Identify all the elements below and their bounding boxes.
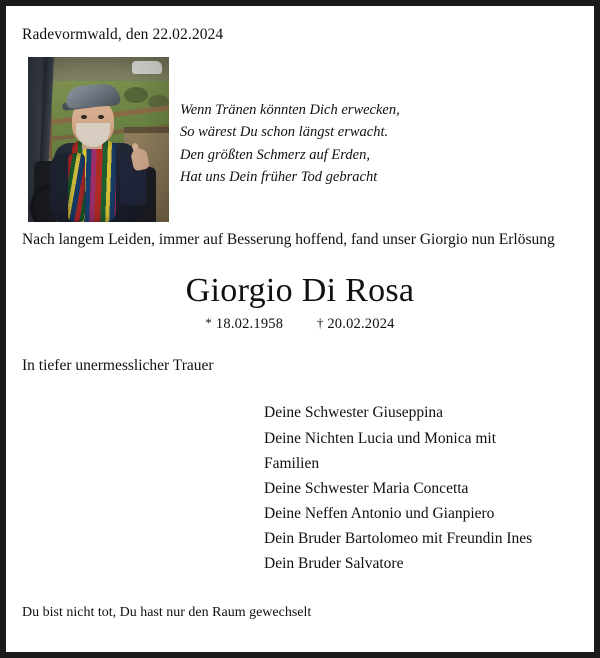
birth-star-icon: *: [205, 314, 213, 330]
closing-text: Du bist nicht tot, Du hast nur den Raum gewechselt: [22, 605, 312, 621]
list-item: Deine Nichten Lucia und Monica mit: [264, 429, 497, 447]
memorial-verse: [180, 99, 400, 189]
list-item: Dein Bruder Salvatore: [264, 555, 404, 573]
photo-and-verse-row: [22, 57, 578, 225]
portrait-photo: [28, 57, 169, 222]
verse-line: Den größten Schmerz auf Erden,: [180, 146, 370, 163]
survivors-list: [22, 400, 578, 576]
obituary-content: [6, 6, 594, 652]
list-item: Dein Bruder Bartolomeo mit Freundin Ines: [264, 529, 533, 547]
mourning-text: In tiefer unermesslicher Trauer: [22, 356, 214, 374]
list-item: Deine Neffen Antonio und Gianpiero: [264, 504, 495, 522]
verse-line: Wenn Tränen könnten Dich erwecken,: [180, 101, 400, 118]
photo-vignette: [28, 57, 169, 222]
birth-date: 18.02.1958: [215, 315, 284, 332]
verse-line: So wärest Du schon längst erwacht.: [180, 124, 389, 141]
life-dates: [22, 315, 578, 333]
death-date: 20.02.2024: [327, 315, 395, 332]
list-item: Familien: [264, 454, 320, 472]
list-item: Deine Schwester Giuseppina: [264, 404, 444, 422]
list-item: Deine Schwester Maria Concetta: [264, 479, 469, 497]
place-and-date: Radevormwald, den 22.02.2024: [22, 26, 224, 43]
deceased-name: Giorgio Di Rosa: [185, 272, 415, 310]
introduction-text: Nach langem Leiden, immer auf Besserung hoffend, fand unser Giorgio nun Erlösung: [22, 230, 555, 248]
verse-line: Hat uns Dein früher Tod gebracht: [180, 169, 378, 185]
deceased-block: [22, 273, 578, 333]
death-cross-icon: †: [316, 314, 324, 330]
